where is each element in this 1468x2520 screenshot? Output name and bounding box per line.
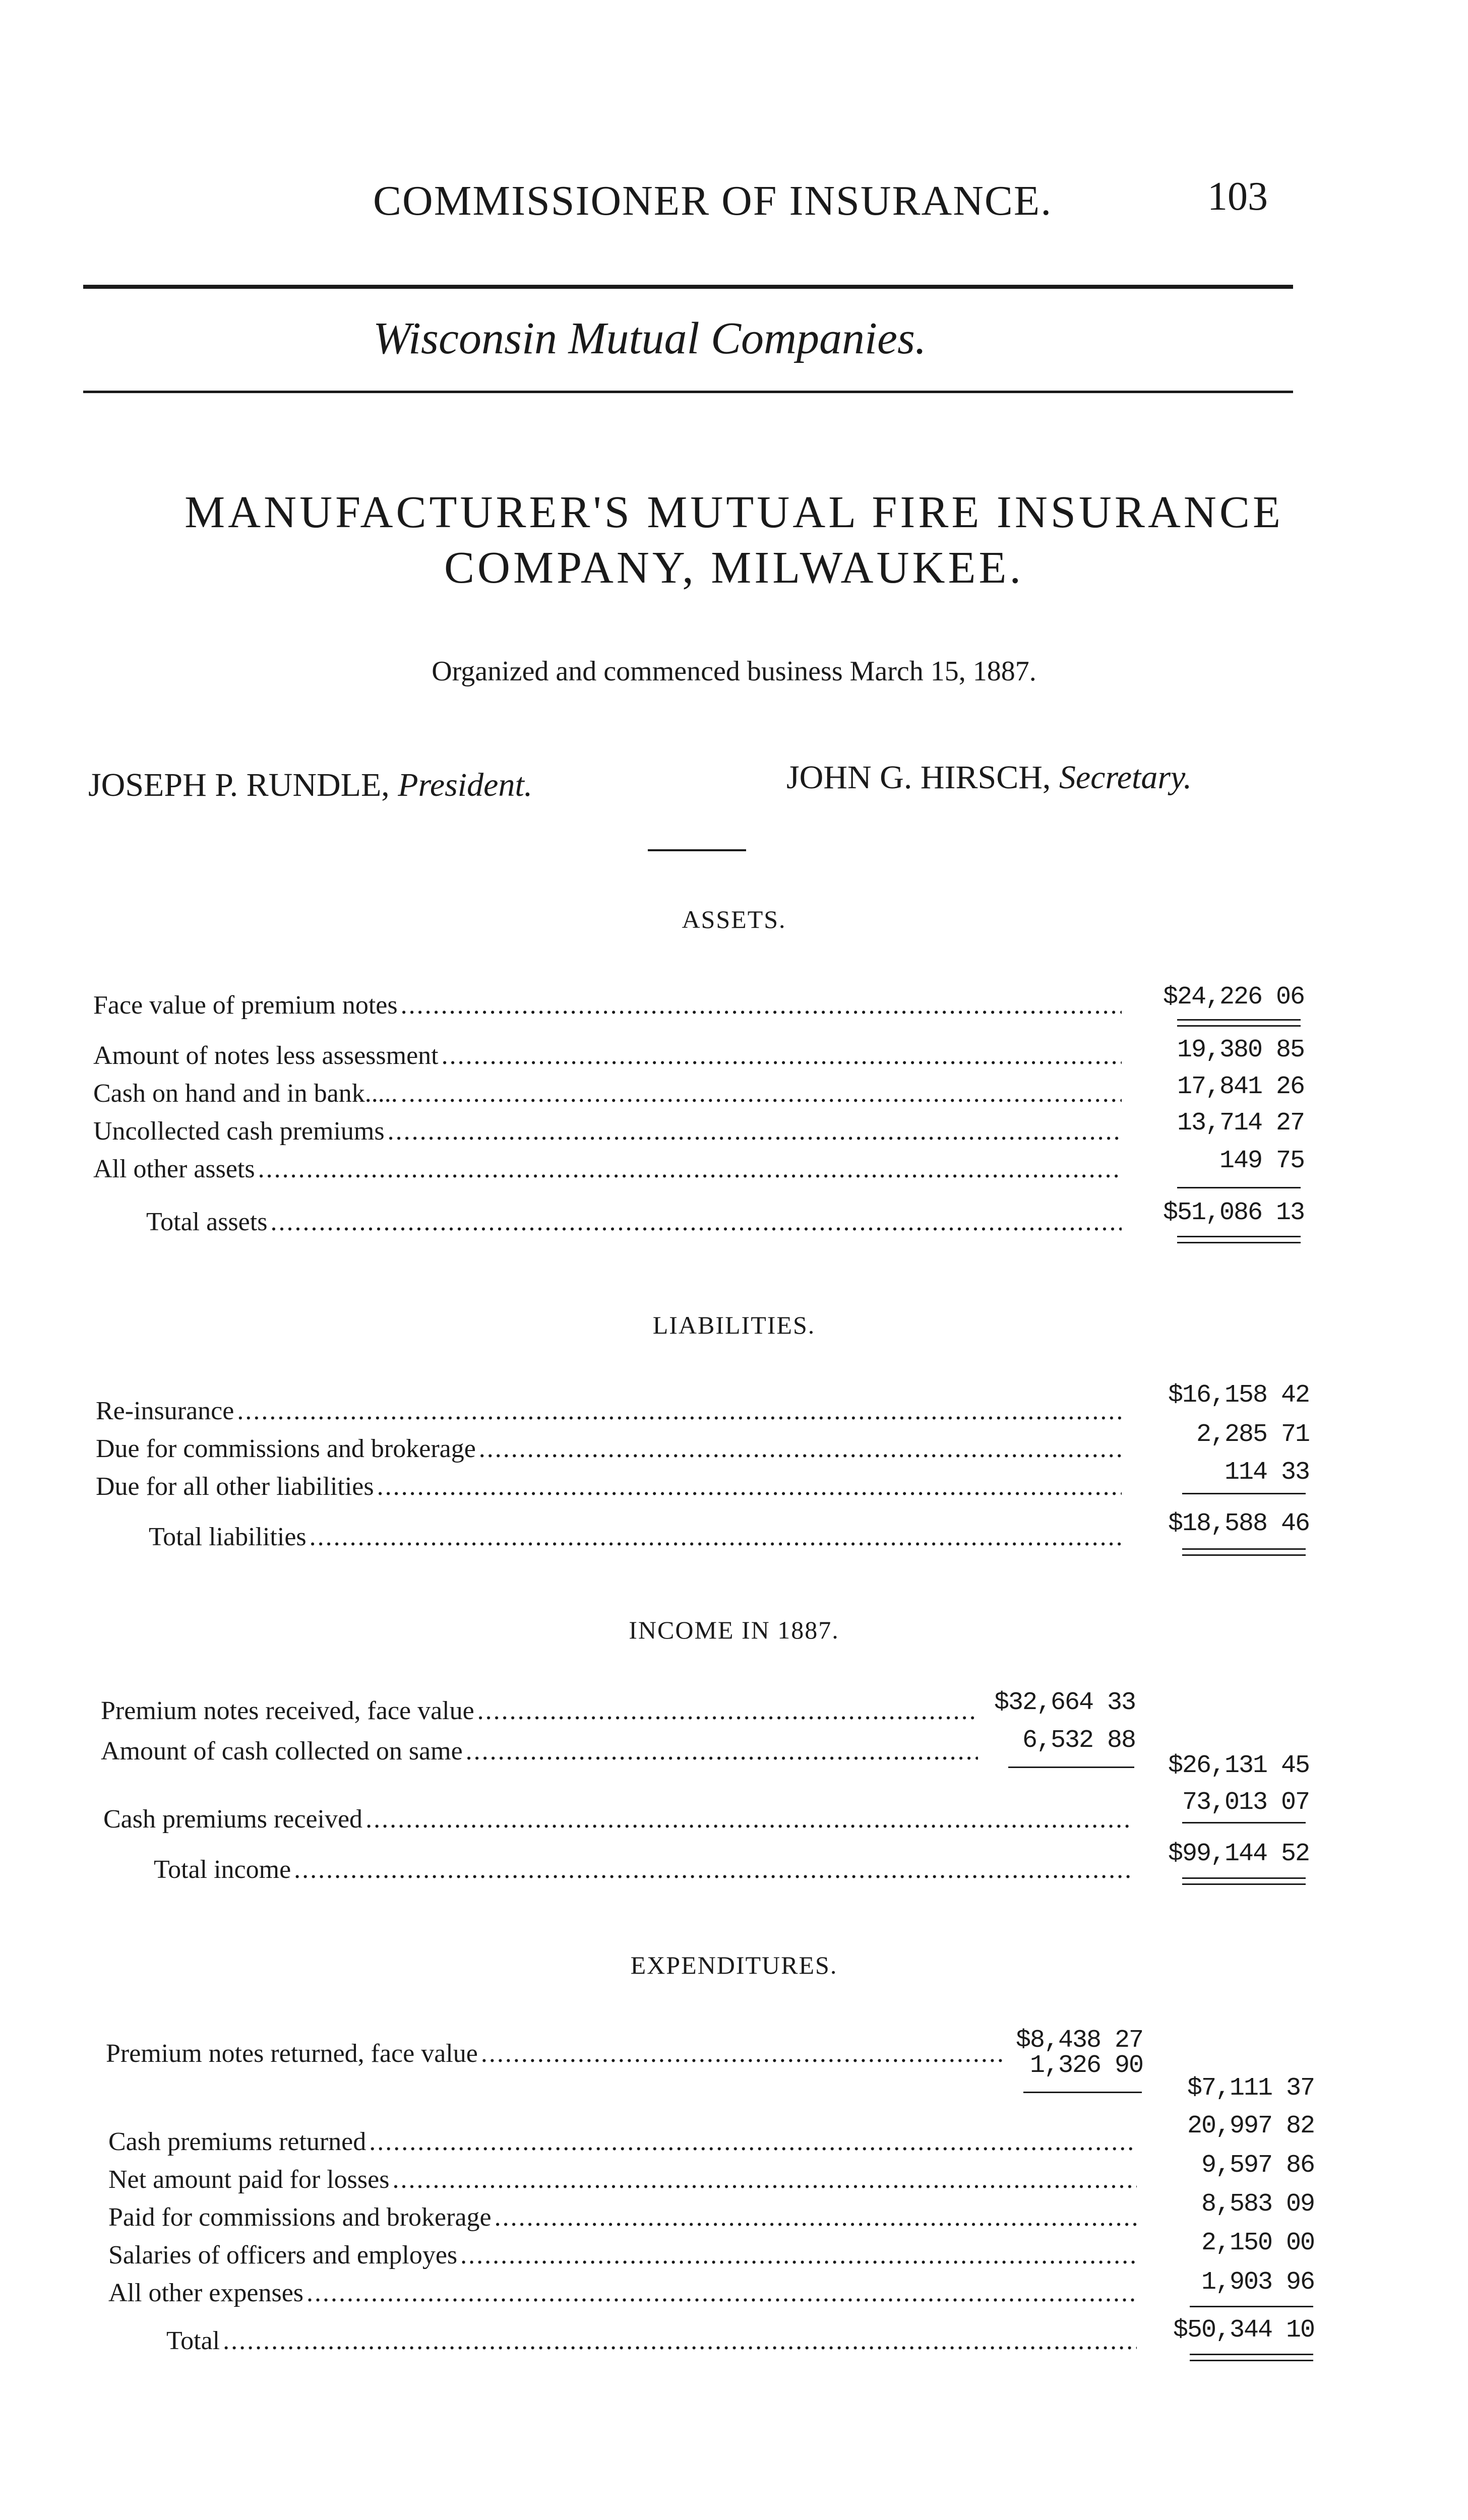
header-rule-bottom: [83, 391, 1293, 393]
president-line: [88, 766, 532, 804]
leader-dots: [401, 1079, 1122, 1108]
notes-amount: $32,664 33: [994, 1688, 1135, 1717]
president-title: President.: [398, 767, 533, 803]
expenditures-row: [108, 2127, 1137, 2157]
row-label: Cash premiums returned: [108, 2127, 366, 2156]
assets-row: [93, 990, 1122, 1020]
cash-amount: 6,532 88: [1022, 1726, 1135, 1755]
row-label: Due for commissions and brokerage: [96, 1434, 476, 1463]
row-label: Cash on hand and in bank.....: [93, 1079, 398, 1108]
expenditures-row: [108, 2165, 1137, 2194]
row-label: Due for all other liabilities: [96, 1472, 374, 1501]
row-label: Amount of cash collected on same: [101, 1737, 463, 1766]
row-amount: 19,380 85: [1177, 1036, 1304, 1064]
row-label: Re-insurance: [96, 1397, 234, 1425]
company-name-line2: COMPANY, MILWAUKEE.: [444, 543, 1024, 593]
sum-rule: [1190, 2306, 1313, 2307]
leader-dots: [270, 1207, 1122, 1237]
secretary-line: [786, 759, 1192, 797]
double-rule: [1182, 1883, 1306, 1885]
expenditures-heading: EXPENDITURES.: [630, 1951, 838, 1979]
leader-dots: [294, 1855, 1132, 1884]
row-label: All other assets: [93, 1155, 255, 1183]
leader-dots: [377, 1472, 1122, 1501]
sub-rule: [1023, 2092, 1142, 2093]
row-label: Cash premiums received: [103, 1805, 363, 1834]
sum-rule: [1182, 1493, 1306, 1494]
row-label: Uncollected cash premiums: [93, 1117, 385, 1146]
row-label: Premium notes received, face value: [101, 1696, 474, 1725]
row-label: Face value of premium notes: [93, 991, 398, 1020]
total-label: Total liabilities: [149, 1523, 307, 1551]
double-rule: [1182, 1554, 1306, 1556]
leader-dots: [479, 1434, 1122, 1464]
assets-row: [93, 1041, 1122, 1070]
expenditures-row: [108, 2240, 1137, 2270]
expenditures-row: [108, 2278, 1137, 2308]
expenditures-total-row: [166, 2326, 1137, 2356]
leader-dots: [310, 1522, 1122, 1552]
row-amount: 9,597 86: [1201, 2151, 1314, 2180]
row-amount: 13,714 27: [1177, 1109, 1304, 1138]
total-label: Total income: [154, 1855, 291, 1884]
leader-dots: [388, 1116, 1122, 1146]
row-label: Salaries of officers and employes: [108, 2241, 458, 2270]
notes-amount-secondary: 1,326 90: [1029, 2051, 1143, 2080]
income-total-row: [154, 1855, 1132, 1884]
row-amount: 114 33: [1224, 1458, 1309, 1487]
income-notes-row: [101, 1696, 978, 1726]
running-header-text: COMMISSIONER OF INSURANCE.: [373, 177, 1053, 224]
leader-dots: [481, 2039, 1003, 2068]
officer-divider: [648, 849, 746, 851]
expenditures-row: [108, 2202, 1137, 2232]
organization-date: Organized and commenced business March 15, 1887.: [432, 656, 1036, 687]
row-amount: $16,158 42: [1168, 1381, 1309, 1410]
row-amount: 2,285 71: [1196, 1420, 1309, 1449]
page-number: 103: [1207, 174, 1268, 219]
leader-dots: [477, 1696, 978, 1726]
assets-row: [93, 1154, 1122, 1184]
double-rule: [1177, 1236, 1301, 1237]
secretary-title: Secretary.: [1059, 759, 1192, 796]
net-amount: $7,111 37: [1187, 2074, 1314, 2103]
leader-dots: [401, 990, 1122, 1020]
total-label: Total assets: [146, 1208, 268, 1236]
leader-dots: [442, 1041, 1122, 1070]
double-rule: [1177, 1242, 1301, 1243]
assets-heading: ASSETS.: [682, 905, 786, 933]
section-subheading: Wisconsin Mutual Companies.: [373, 313, 927, 363]
row-label: Paid for commissions and brokerage: [108, 2203, 492, 2232]
assets-total-row: [146, 1207, 1122, 1237]
leader-dots: [460, 2240, 1137, 2270]
income-premiums-row: [103, 1804, 1132, 1834]
assets-row: [93, 1079, 1122, 1108]
income-cash-row: [101, 1736, 978, 1766]
header-rule-top: [83, 285, 1293, 289]
total-amount: $51,086 13: [1163, 1199, 1304, 1227]
liabilities-row: [96, 1434, 1122, 1464]
sum-rule: [1177, 1187, 1301, 1188]
expenditures-notes-row: [106, 2039, 1003, 2068]
row-label: Premium notes returned, face value: [106, 2039, 478, 2068]
row-amount: 2,150 00: [1201, 2229, 1314, 2257]
secretary-name: JOHN G. HIRSCH,: [786, 759, 1051, 796]
double-rule: [1182, 1877, 1306, 1879]
leader-dots: [223, 2326, 1137, 2356]
liabilities-total-row: [149, 1522, 1122, 1552]
row-amount: 1,903 96: [1201, 2268, 1314, 2297]
liabilities-heading: LIABILITIES.: [652, 1311, 816, 1339]
double-rule: [1190, 2360, 1313, 2361]
row-amount: $24,226 06: [1163, 983, 1304, 1012]
leader-dots: [369, 2127, 1137, 2157]
leader-dots: [466, 1736, 978, 1766]
total-amount: $18,588 46: [1168, 1509, 1309, 1538]
premiums-amount: 73,013 07: [1182, 1788, 1309, 1817]
net-amount: $26,131 45: [1168, 1751, 1309, 1780]
assets-row: [93, 1116, 1122, 1146]
running-header-title: [373, 176, 1052, 225]
leader-dots: [237, 1396, 1122, 1426]
income-heading: INCOME IN 1887.: [629, 1616, 839, 1644]
company-name-line1: MANUFACTURER'S MUTUAL FIRE INSURANCE: [185, 487, 1283, 537]
president-name: JOSEPH P. RUNDLE,: [88, 767, 390, 803]
row-amount: 149 75: [1219, 1147, 1304, 1175]
liabilities-row: [96, 1472, 1122, 1501]
leader-dots: [307, 2278, 1137, 2308]
row-amount: 20,997 82: [1187, 2112, 1314, 2140]
leader-dots: [258, 1154, 1122, 1184]
total-amount: $99,144 52: [1168, 1840, 1309, 1868]
row-label: Amount of notes less assessment: [93, 1041, 439, 1070]
double-rule: [1177, 1025, 1301, 1027]
total-amount: $50,344 10: [1173, 2316, 1314, 2345]
liabilities-row: [96, 1396, 1122, 1426]
notes-amount: $8,438 27: [1015, 2026, 1143, 2055]
leader-dots: [365, 1804, 1132, 1834]
sub-rule: [1008, 1767, 1134, 1768]
row-label: Net amount paid for losses: [108, 2165, 390, 2194]
double-rule: [1182, 1548, 1306, 1550]
leader-dots: [392, 2165, 1137, 2194]
double-rule: [1177, 1019, 1301, 1021]
row-amount: 17,841 26: [1177, 1073, 1304, 1101]
row-label: All other expenses: [108, 2279, 304, 2307]
total-label: Total: [166, 2326, 220, 2355]
double-rule: [1190, 2354, 1313, 2355]
row-amount: 8,583 09: [1201, 2190, 1314, 2219]
sum-rule: [1182, 1822, 1306, 1823]
leader-dots: [495, 2202, 1137, 2232]
